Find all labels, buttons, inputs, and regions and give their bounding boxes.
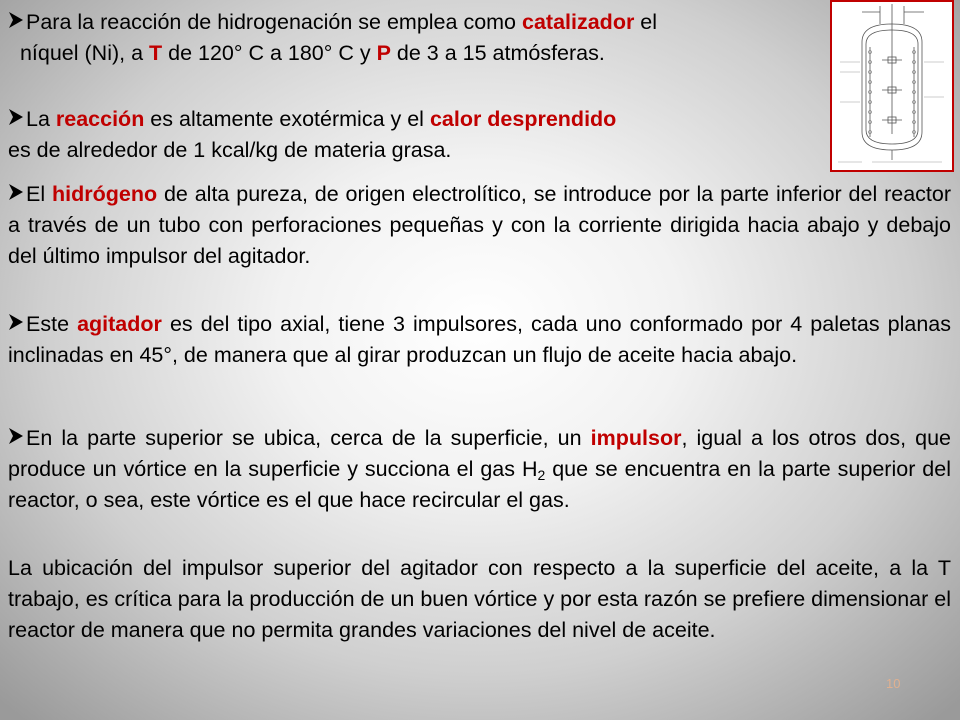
paragraph-location: La ubicación del impulsor superior del agitador con respecto a la superficie del aceite, a la T trabajo, es crítica para la producción de un buen vórtice y por esta razón se prefiere dimensionar el reactor de manera que no permita grandes variaciones del nivel de aceite. (8, 556, 951, 642)
paragraph-hydrogen: El hidrógeno de alta pureza, de origen electrolítico, se introduce por la parte inferior del reactor a través de un tubo con perforaciones pequeñas y con la corriente dirigida hacia abajo y debajo del último impulsor del agitador. (8, 182, 952, 268)
reactor-diagram (830, 0, 954, 172)
arrow-bullet-icon (8, 183, 26, 201)
arrow-bullet-icon (8, 427, 26, 445)
arrow-bullet-icon (8, 11, 26, 29)
paragraph-impulsor: En la parte superior se ubica, cerca de la superficie, un impulsor, igual a los otros dos, que produce un vórtice en la superficie y succiona el gas $H_2$ que se encuentra en la parte superior del reactor, o sea, este vórtice es el que hace recircular el gas. (8, 426, 951, 512)
page-number: 10 (886, 676, 901, 691)
paragraph-agitator: Este agitador es del tipo axial, tiene 3 impulsores, cada uno conformado por 4 paletas planas inclinadas en 45°, de manera que al girar produzcan un flujo de aceite hacia abajo. (8, 312, 952, 367)
arrow-bullet-icon (8, 313, 26, 331)
paragraph-reaction: La reacción es altamente exotérmica y el calor desprendido es de alrededor de 1 kcal/kg de materia grasa. (8, 107, 617, 162)
paragraph-catalyst: Para la reacción de hidrogenación se emplea como catalizador el níquel (Ni), a T de 120° C a 180° C y P de 3 a 15 atmósferas. (8, 7, 951, 69)
arrow-bullet-icon (8, 108, 26, 126)
